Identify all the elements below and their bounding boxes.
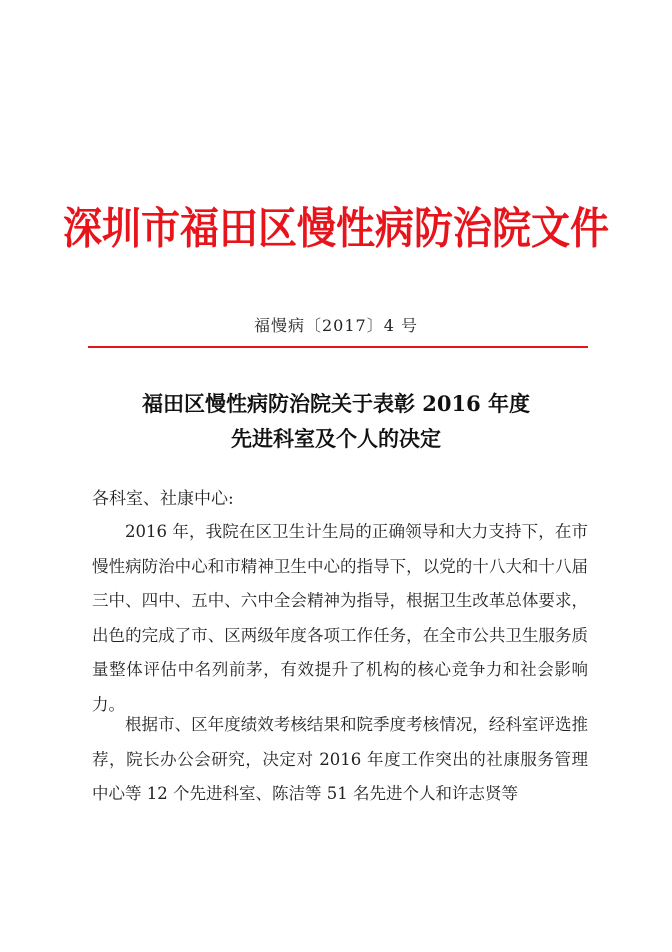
document-title-line-2: 先进科室及个人的决定: [231, 426, 441, 451]
document-title-line-1: 福田区慢性病防治院关于表彰 2016 年度: [141, 391, 531, 416]
paragraph-1-text: 2016 年，我院在区卫生计生局的正确领导和大力支持下，在市慢性病防治中心和市精神卫生中心的指导下，以党的十八大和十八届三中、四中、五中、六中全会精神为指导，根据卫生改革总体要求，出色的完成了市、区两级年度各项工作任务，在全市公共卫生服务质量整体评估中名列前茅，有效提升了机构的核心竞争力和社会影响力。: [92, 522, 588, 714]
body-paragraph-2: [92, 708, 588, 812]
paragraph-2-text: 根据市、区年度绩效考核结果和院季度考核情况，经科室评选推荐，院长办公会研究，决定对 2016 年度工作突出的社康服务管理中心等 12 个先进科室、陈洁等 51 名先进个人和许志贤等: [92, 715, 588, 803]
document-title: [0, 386, 672, 456]
document-number: 福慢病〔2017〕4 号: [254, 316, 418, 335]
salutation: 各科室、社康中心:: [92, 489, 234, 509]
body-paragraph-1: [92, 515, 588, 722]
red-divider-line: [88, 346, 588, 348]
issuer-masthead: 深圳市福田区慢性病防治院文件: [62, 203, 609, 255]
